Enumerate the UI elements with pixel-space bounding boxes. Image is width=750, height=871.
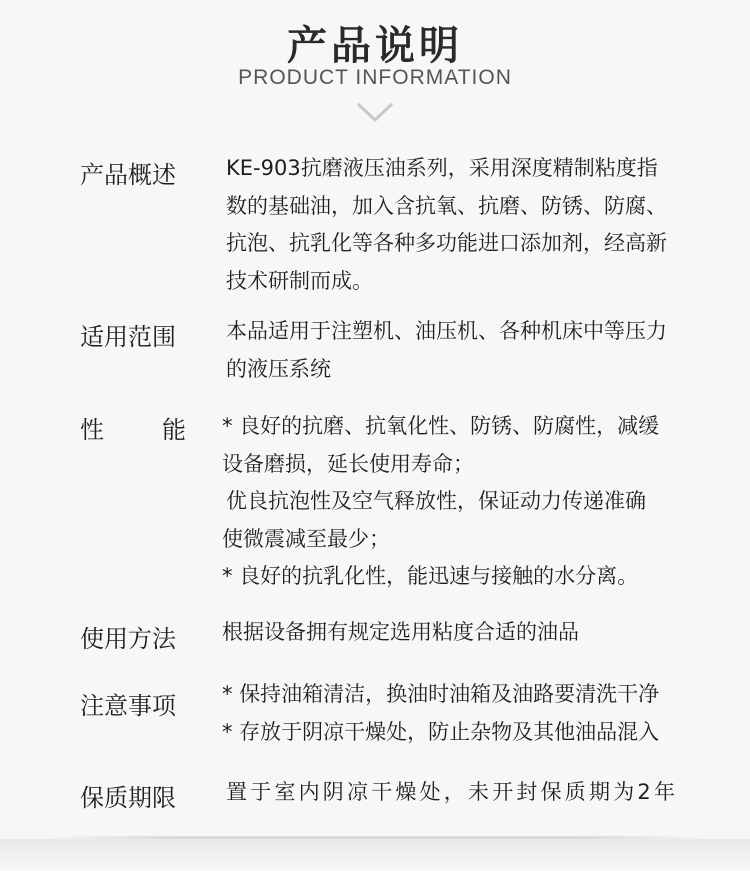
section-label-overview: 产品概述 <box>80 161 176 189</box>
content-line: KE-903抗磨液压油系列，采用深度精制粘度指 <box>226 156 658 180</box>
section-label-usage: 使用方法 <box>80 625 176 653</box>
content-line: 使微震减至最少； <box>222 526 390 551</box>
content-line: * 保持油箱清洁，换油时油箱及油路要清洗干净 <box>222 682 660 706</box>
section-content-application <box>226 313 726 388</box>
label-char: 能 <box>162 416 186 444</box>
content-line: * 存放于阴凉干燥处，防止杂物及其他油品混入 <box>222 719 660 744</box>
content-line: 本品适用于注塑机、油压机、各种机床中等压力 <box>226 319 667 343</box>
section-content-usage <box>222 614 722 652</box>
section-content-notes <box>222 676 722 751</box>
section-label-shelf-life: 保质期限 <box>80 784 176 812</box>
section-content-overview <box>226 150 726 300</box>
label-char: 性 <box>80 416 104 444</box>
section-content-shelf-life <box>226 774 726 812</box>
section-label-application: 适用范围 <box>80 323 176 351</box>
section-content-performance <box>222 408 722 596</box>
section-label-notes: 注意事项 <box>80 692 176 720</box>
section-label-performance <box>80 410 186 445</box>
content-line: * 良好的抗乳化性，能迅速与接触的水分离。 <box>222 564 639 588</box>
content-line: 数的基础油，加入含抗氧、抗磨、防锈、防腐、 <box>226 193 667 218</box>
bottom-shadow <box>0 839 750 871</box>
content-line: 置于室内阴凉干燥处，未开封保质期为2年 <box>226 780 679 804</box>
content-line: 抗泡、抗乳化等各种多功能进口添加剂，经高新 <box>226 231 667 255</box>
page-title: 产品说明 <box>287 23 463 69</box>
content-line: 根据设备拥有规定选用粘度合适的油品 <box>222 620 579 644</box>
content-line: 设备磨损，延长使用寿命； <box>222 451 474 476</box>
content-line: 技术研制而成。 <box>226 268 373 293</box>
content-line: * 良好的抗磨、抗氧化性、防锈、防腐性，减缓 <box>222 414 660 438</box>
content-line: 优良抗泡性及空气释放性，保证动力传递准确 <box>226 489 646 513</box>
page-subtitle: PRODUCT INFORMATION <box>238 66 512 89</box>
chevron-down-icon <box>355 100 395 126</box>
content-line: 的液压系统 <box>226 356 331 381</box>
